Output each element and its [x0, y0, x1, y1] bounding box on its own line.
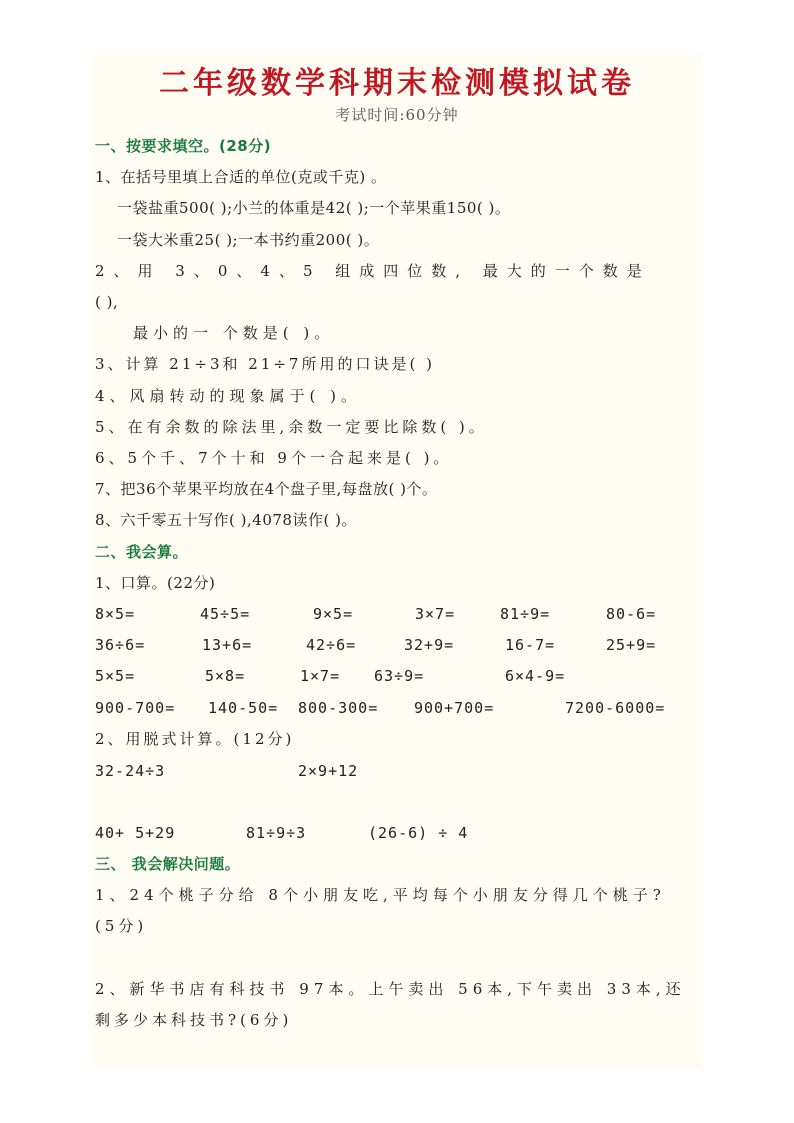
section3-heading: 三、 我会解决问题。 — [95, 855, 241, 873]
calc-item: 63÷9= — [374, 667, 425, 685]
calc-item: 800-300= — [298, 699, 379, 717]
oral-calc-title: 1、口算。(22分) — [95, 574, 216, 592]
page-title: 二年级数学科期末检测模拟试卷 — [159, 66, 635, 101]
problem-2b: 剩多少本科技书?(6分) — [95, 1011, 293, 1029]
problem-1a: 1、24个桃子分给 8个小朋友吃,平均每个小朋友分得几个桃子? — [95, 886, 666, 904]
section2-heading: 二、我会算。 — [95, 543, 189, 561]
calc-item: 42÷6= — [306, 636, 357, 654]
step-calc-item: 40+ 5+29 — [95, 824, 176, 842]
step-calc-item: 81÷9÷3 — [246, 824, 307, 842]
question-4: 4、风扇转动的现象属于( )。 — [95, 387, 362, 405]
calc-item: 81÷9= — [500, 605, 551, 623]
step-calc-item: 32-24÷3 — [95, 762, 166, 780]
calc-item: 5×8= — [205, 667, 246, 685]
calc-item: 5×5= — [95, 667, 136, 685]
calc-item: 9×5= — [313, 605, 354, 623]
exam-duration: 考试时间:60分钟 — [335, 106, 459, 124]
problem-1b: (5分) — [95, 917, 148, 935]
step-calc-item: 2×9+12 — [298, 762, 359, 780]
question-1: 1、在括号里填上合适的单位(克或千克) 。 — [95, 168, 387, 186]
question-6: 6、5个千、7个十和 9个一合起来是( )。 — [95, 449, 453, 467]
calc-item: 32+9= — [404, 636, 455, 654]
calc-item: 13+6= — [202, 636, 253, 654]
calc-item: 36÷6= — [95, 636, 146, 654]
question-1a: 一袋盐重500( );小兰的体重是42( );一个苹果重150( )。 — [117, 199, 511, 217]
question-5: 5、在有余数的除法里,余数一定要比除数( )。 — [95, 418, 488, 436]
question-8: 8、六千零五十写作( ),4078读作( )。 — [95, 511, 357, 529]
calc-item: 1×7= — [300, 667, 341, 685]
question-7: 7、把36个苹果平均放在4个盘子里,每盘放( )个。 — [95, 480, 438, 498]
calc-item: 3×7= — [415, 605, 456, 623]
calc-item: 80-6= — [606, 605, 657, 623]
question-3: 3、计算 21÷3和 21÷7所用的口诀是( ) — [95, 355, 435, 373]
calc-item: 45÷5= — [200, 605, 251, 623]
calc-item: 25+9= — [606, 636, 657, 654]
question-2b: ( ), — [95, 293, 119, 311]
question-2c: 最小的一 个数是( )。 — [133, 324, 335, 342]
calc-item: 7200-6000= — [565, 699, 666, 717]
calc-item: 6×4-9= — [505, 667, 566, 685]
calc-item: 900+700= — [414, 699, 495, 717]
step-calc-item: (26-6) ÷ 4 — [368, 824, 469, 842]
calc-item: 8×5= — [95, 605, 136, 623]
question-2a: 2、用 3、0、4、5 组成四位数, 最大的一个数是 — [95, 262, 651, 280]
question-1b: 一袋大米重25( );一本书约重200( )。 — [117, 231, 380, 249]
step-calc-title: 2、用脱式计算。(12分) — [95, 730, 295, 748]
section1-heading: 一、按要求填空。(28分) — [95, 137, 272, 155]
calc-item: 140-50= — [208, 699, 279, 717]
calc-item: 900-700= — [95, 699, 176, 717]
calc-item: 16-7= — [505, 636, 556, 654]
problem-2a: 2、新华书店有科技书 97本。上午卖出 56本,下午卖出 33本,还 — [95, 980, 686, 998]
